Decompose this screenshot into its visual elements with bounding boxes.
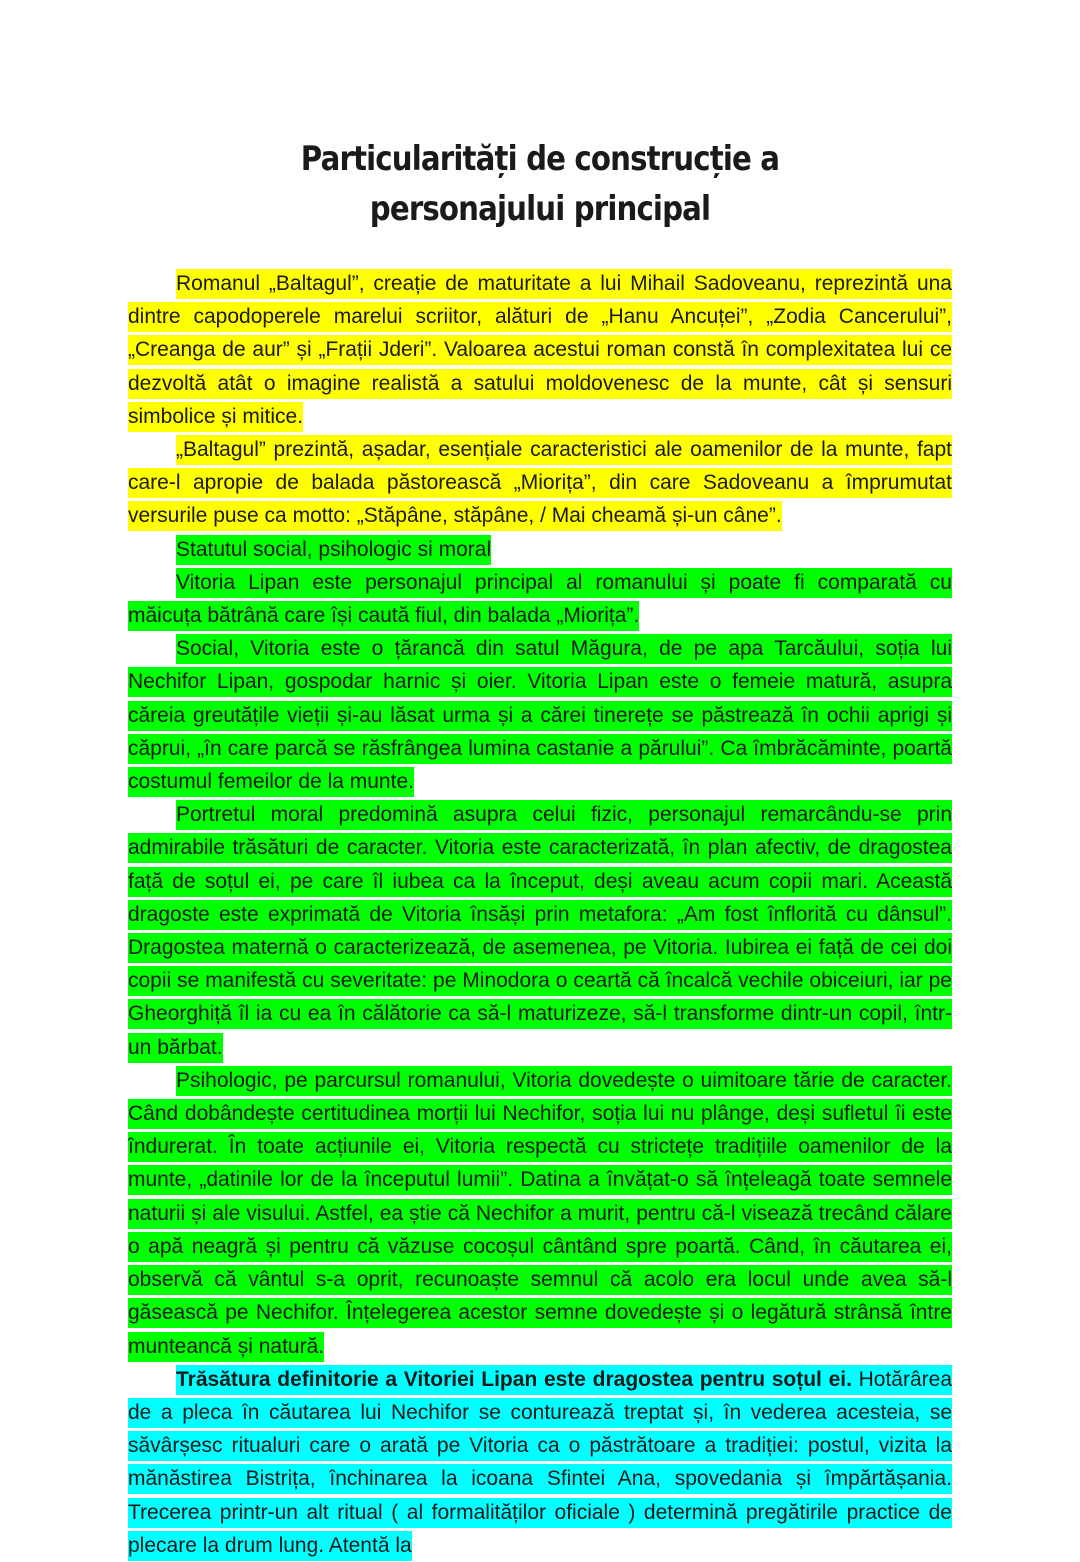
paragraph-personaj-principal xyxy=(128,566,952,632)
bold-lead-text: Trăsătura definitorie a Vitoriei Lipan este dragostea pentru soțul ei. xyxy=(176,1367,852,1391)
paragraph-trasatura-definitorie xyxy=(128,1363,952,1562)
paragraph-text: Hotărârea de a pleca în căutarea lui Nechifor se conturează treptat și, în vederea acesteia, se săvârșesc ritualuri care o arată pe Vitoria ca o păstrătoare a tradiției: postul, vizita la mănăstirea Bistrița, închinarea la icoana Sfintei Ana, spovedania și împărtășania. Trecerea printr-un alt ritual ( al formalităților oficiale ) determină pregătirile practice de plecare la drum lung. Atentă la xyxy=(128,1367,953,1557)
section-heading-statut xyxy=(128,533,952,566)
paragraph-intro xyxy=(128,267,952,433)
paragraph-miorita xyxy=(128,433,952,533)
paragraph-social xyxy=(128,632,952,798)
paragraph-text: Social, Vitoria este o țărancă din satul Măgura, de pe apa Tarcăului, soția lui Nechifor Lipan, gospodar harnic și oier. Vitoria Lipan este o femeie matură, asupra căreia greutățile vieții și-au lăsat urma și a cărei tinerețe se păstrează în ochii aprigi și căprui, „în care parcă se răsfrângea lumina castanie a părului”. Ca îmbrăcăminte, poartă costumul femeilor de la munte. xyxy=(128,634,952,797)
paragraph-text: Romanul „Baltagul”, creație de maturitate a lui Mihail Sadoveanu, reprezintă una dintre capodoperele marelui scriitor, alături de „Hanu Ancuței”, „Zodia Cancerului”, „Creanga de aur” și „Frații Jderi”. Valoarea acestui roman constă în complexitatea lui ce dezvoltă atât o imagine realistă a satului moldovenesc de la munte, cât și sensuri simbolice și mitice. xyxy=(128,269,952,432)
document-title: Particularități de construcție a personajului principal xyxy=(300,139,780,229)
paragraph-text: Vitoria Lipan este personajul principal al romanului și poate fi comparată cu măicuța bătrână care își caută fiul, din balada „Miorița”. xyxy=(128,568,952,631)
document-body xyxy=(128,267,952,1562)
paragraph-psihologic xyxy=(128,1064,952,1363)
paragraph-lead-bold xyxy=(128,1365,952,1561)
section-heading-text: Statutul social, psihologic si moral xyxy=(176,535,491,565)
paragraph-portret-moral xyxy=(128,798,952,1064)
paragraph-text: Psihologic, pe parcursul romanului, Vitoria dovedește o uimitoare tărie de caracter. Când dobândește certitudinea morții lui Nechifor, soția lui nu plânge, deși sufletul îi este îndurerat. În toate acțiunile ei, Vitoria respectă cu strictețe tradițiile oamenilor de la munte, „datinile lor de la începutul lumii”. Datina a învățat-o să înțeleagă toate semnele naturii și ale visului. Astfel, ea știe că Nechifor a murit, pentru că-l visează trecând călare o apă neagră și pentru că văzuse cocoșul cântând spre poartă. Când, în căutarea ei, observă că vântul s-a oprit, recunoaște semnul că acolo era locul unde avea să-l găsească pe Nechifor. Înțelegerea acestor semne dovedește și o legătură strânsă între munteancă și natură. xyxy=(128,1066,952,1362)
paragraph-text: Portretul moral predomină asupra celui fizic, personajul remarcându-se prin admirabile trăsături de caracter. Vitoria este caracterizată, în plan afectiv, de dragostea față de soțul ei, pe care îl iubea ca la început, deși aveau acum copii mari. Această dragoste este exprimată de Vitoria însăși prin metafora: „Am fost înflorită cu dânsul”. Dragostea maternă o caracterizează, de asemenea, pe Vitoria. Iubirea ei față de cei doi copii se manifestă cu severitate: pe Minodora o ceartă că încalcă vechile obiceiuri, iar pe Gheorghiță îl ia cu ea în călătorie ca să-l maturizeze, să-l transforme dintr-un copil, într-un bărbat. xyxy=(128,800,952,1062)
paragraph-text: „Baltagul” prezintă, așadar, esențiale caracteristici ale oamenilor de la munte, fapt care-l apropie de balada păstorească „Miorița”, din care Sadoveanu a împrumutat versurile puse ca motto: „Stăpâne, stăpâne, / Mai cheamă și-un câne”. xyxy=(128,435,952,531)
